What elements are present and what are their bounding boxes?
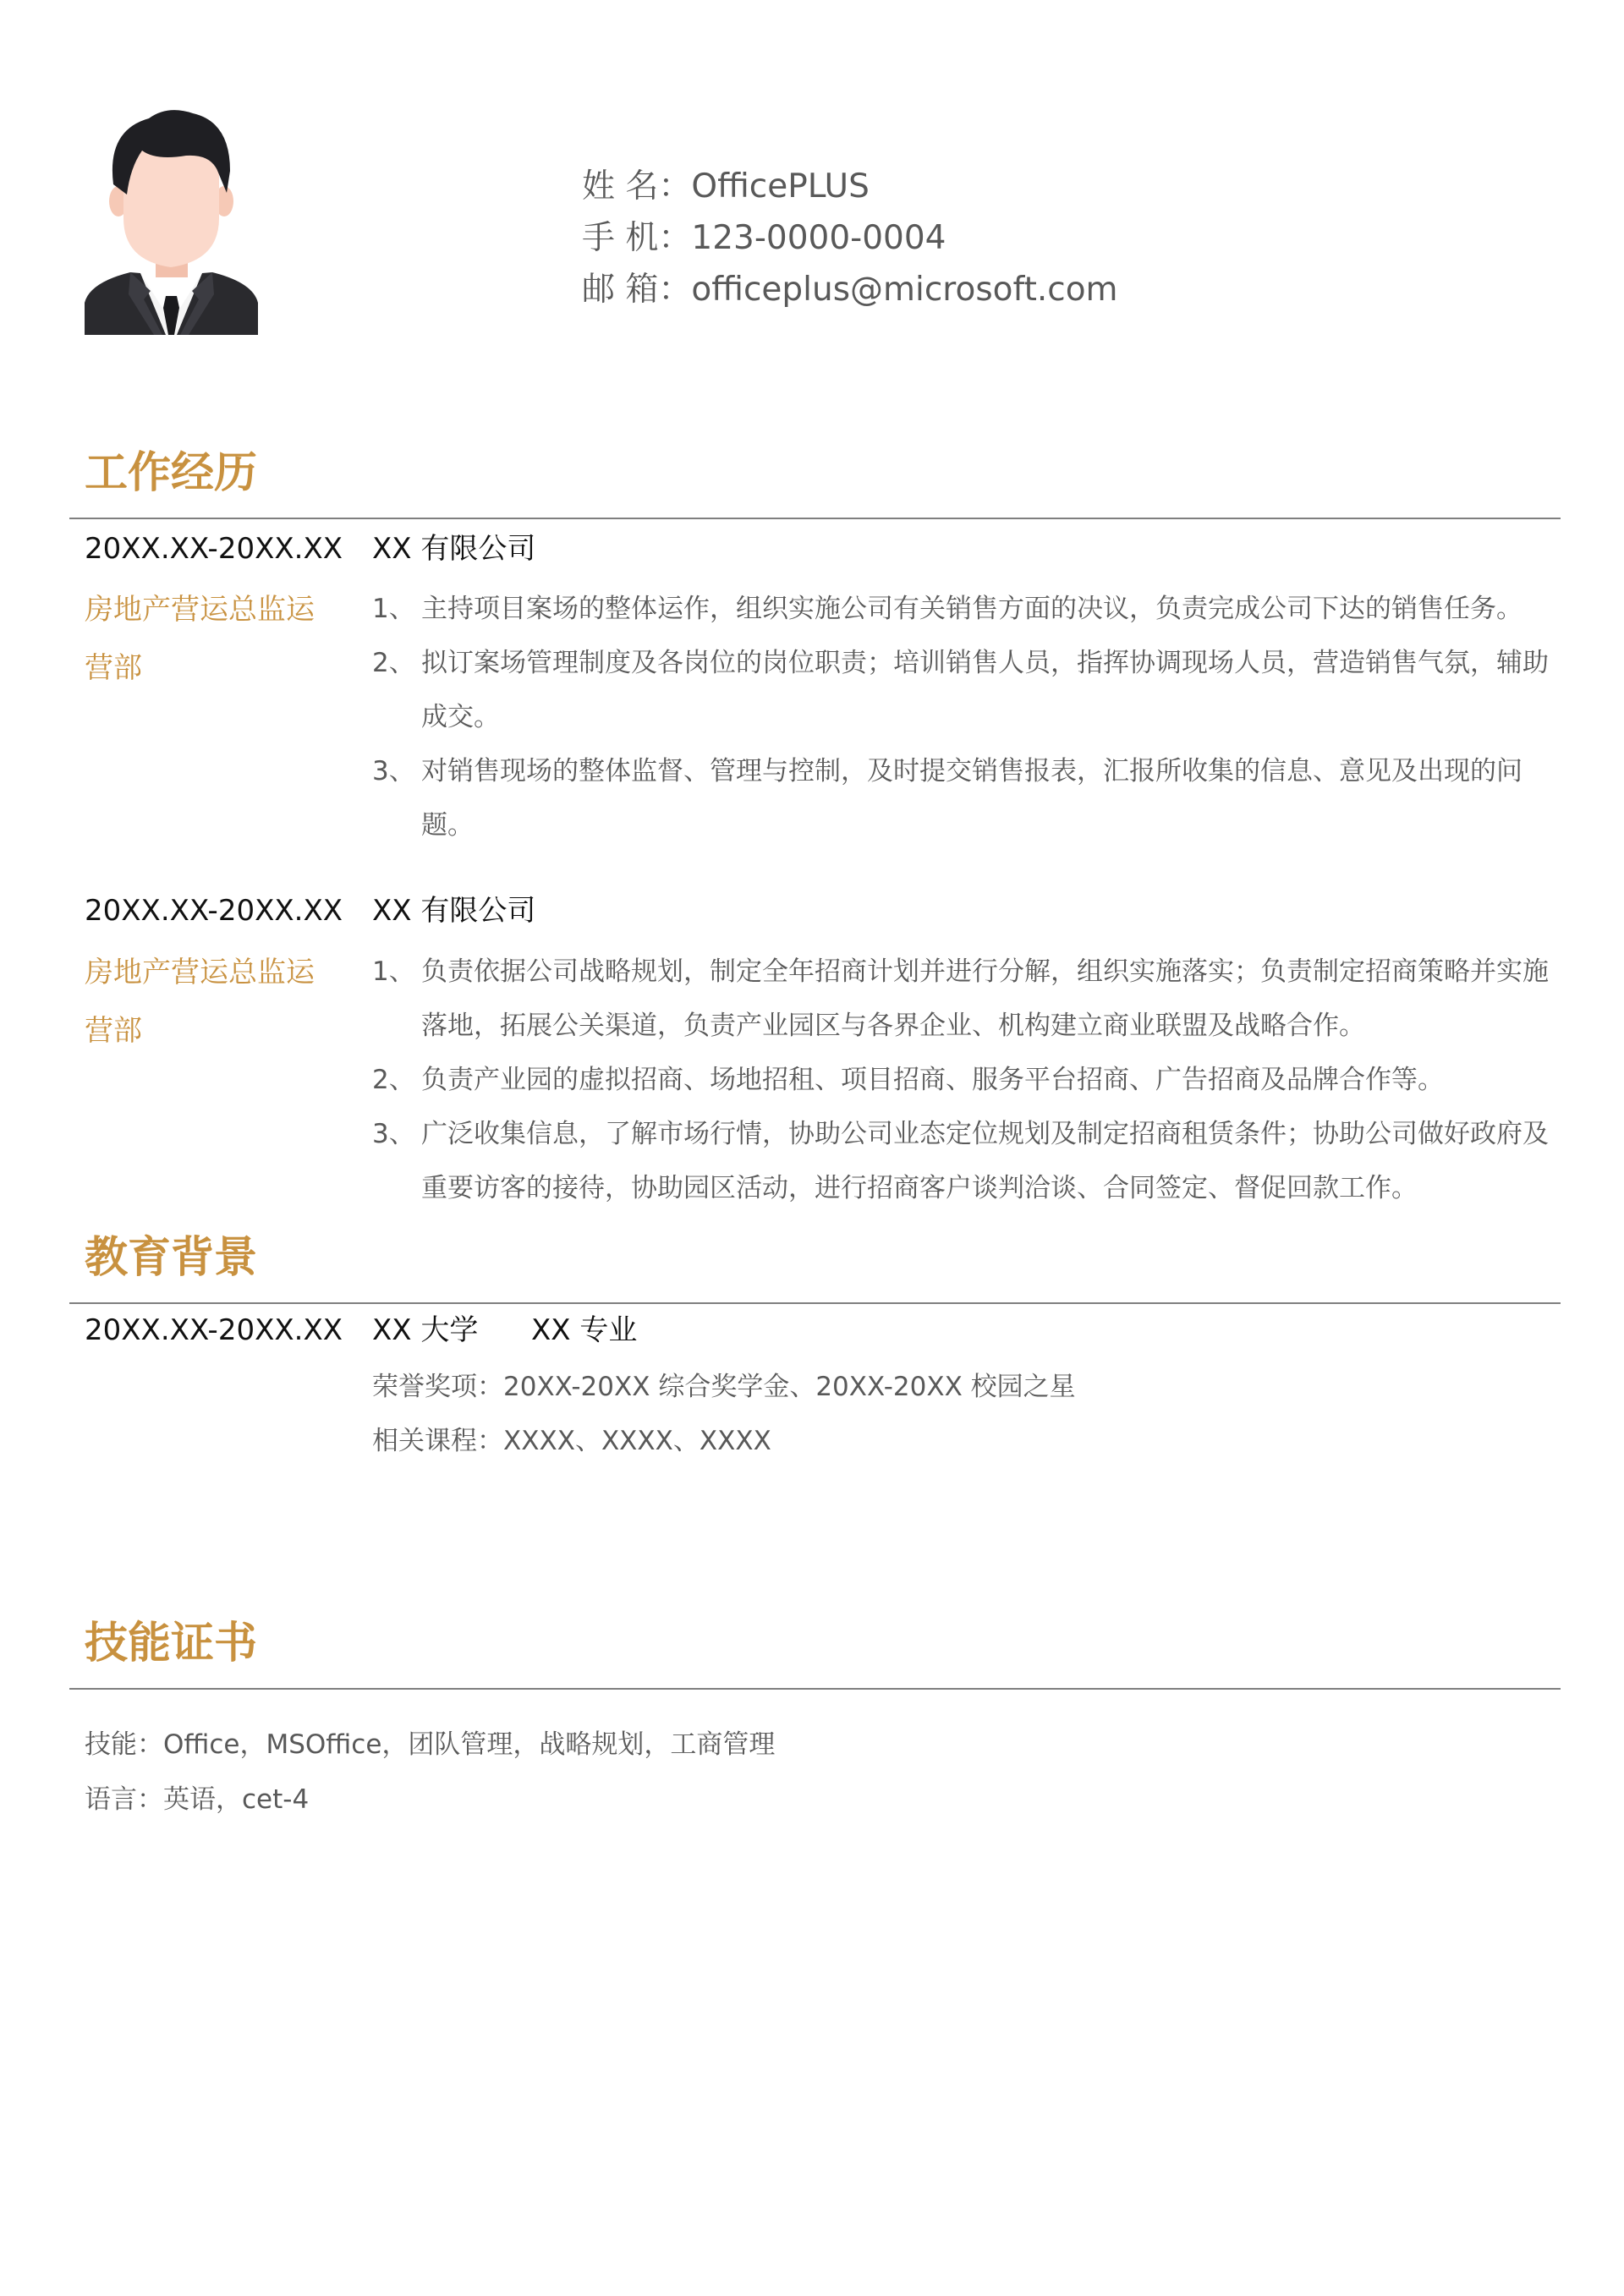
job-duties	[372, 582, 1556, 852]
edu-school: XX 大学	[372, 1313, 479, 1347]
skills-line: 技能：Office，MSOffice，团队管理，战略规划，工商管理	[85, 1729, 776, 1760]
profile-photo	[85, 100, 258, 335]
name-value: OfficePLUS	[691, 167, 870, 205]
section-divider	[69, 518, 1561, 519]
duty-item: 2、 拟订案场管理制度及各岗位的岗位职责；培训销售人员，指挥协调现场人员，营造销售气氛，辅助成交。	[372, 648, 1549, 732]
edu-courses: 相关课程：XXXX、XXXX、XXXX	[372, 1426, 771, 1456]
contact-name	[582, 167, 870, 205]
email-value[interactable]: officeplus@microsoft.com	[691, 271, 1118, 309]
duty-item: 1、 负责依据公司战略规划，制定全年招商计划并进行分解，组织实施落实；负责制定招商策略并实施落地，拓展公关渠道，负责产业园区与各界企业、机构建立商业联盟及战略合作。	[372, 956, 1549, 1041]
job-company: XX 有限公司	[372, 894, 536, 928]
section-title-work: 工作经历	[85, 448, 258, 498]
job-role: 房地产营运总监运营部	[85, 956, 315, 1048]
job-date: 20XX.XX-20XX.XX	[85, 532, 343, 566]
contact-email	[582, 271, 1118, 309]
edu-major: XX 专业	[531, 1313, 638, 1347]
section-divider	[69, 1688, 1561, 1690]
job-date: 20XX.XX-20XX.XX	[85, 894, 343, 928]
phone-label: 手 机：	[582, 219, 692, 257]
email-label: 邮 箱：	[582, 271, 692, 309]
contact-phone	[582, 219, 946, 257]
section-title-education: 教育背景	[85, 1233, 258, 1283]
edu-date: 20XX.XX-20XX.XX	[85, 1313, 343, 1347]
section-title-skills: 技能证书	[85, 1619, 258, 1669]
job-role: 房地产营运总监运营部	[85, 593, 315, 685]
duty-item: 3、 广泛收集信息，了解市场行情，协助公司业态定位规划及制定招商租赁条件；协助公司做好政府及重要访客的接待，协助园区活动，进行招商客户谈判洽谈、合同签定、督促回款工作。	[372, 1119, 1549, 1203]
job-company: XX 有限公司	[372, 532, 536, 566]
duty-item: 1、 主持项目案场的整体运作，组织实施公司有关销售方面的决议，负责完成公司下达的销售任务。	[372, 594, 1522, 624]
language-line: 语言：英语，cet-4	[85, 1784, 310, 1815]
duty-item: 3、 对销售现场的整体监督、管理与控制，及时提交销售报表，汇报所收集的信息、意见及出现的问题。	[372, 756, 1522, 841]
phone-value: 123-0000-0004	[691, 219, 946, 257]
edu-honors: 荣誉奖项：20XX-20XX 综合奖学金、20XX-20XX 校园之星	[372, 1372, 1076, 1402]
duty-item: 2、 负责产业园的虚拟招商、场地招租、项目招商、服务平台招商、广告招商及品牌合作等。	[372, 1065, 1444, 1095]
name-label: 姓 名：	[582, 167, 692, 205]
job-duties	[372, 945, 1556, 1215]
section-divider	[69, 1302, 1561, 1304]
